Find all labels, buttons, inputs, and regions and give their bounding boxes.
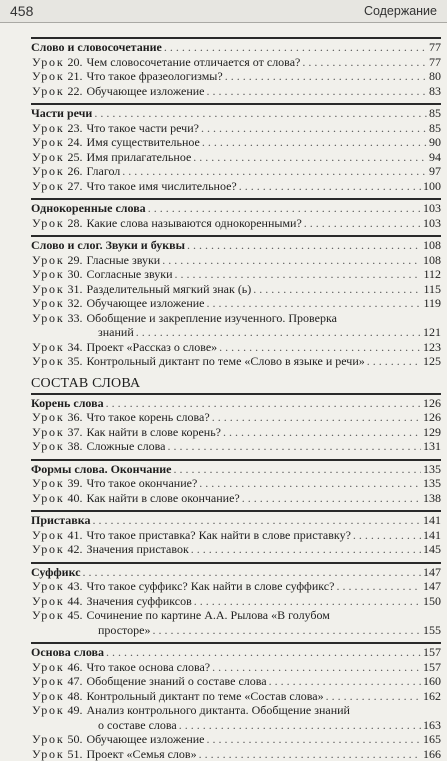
leader-dots <box>302 55 427 70</box>
lesson-prefix: Урок <box>32 703 64 718</box>
lesson-prefix: Урок <box>32 340 64 355</box>
lesson-number: 41. <box>67 528 82 543</box>
lesson-prefix: Урок <box>32 491 64 506</box>
lesson-prefix: Урок <box>32 69 64 84</box>
section-title-row <box>31 462 441 477</box>
lesson-prefix: Урок <box>32 594 64 609</box>
lesson-prefix: Урок <box>32 476 64 491</box>
leader-dots <box>179 718 421 733</box>
lesson-title: Имя прилагательное <box>86 150 191 165</box>
lesson-number: 20. <box>67 55 82 70</box>
lesson-page: 85 <box>429 121 441 136</box>
lesson-number: 40. <box>67 491 82 506</box>
lesson-number: 29. <box>67 253 82 268</box>
leader-dots <box>367 354 421 369</box>
lesson-page: 165 <box>423 732 441 747</box>
lesson-prefix: Урок <box>32 439 64 454</box>
lesson-number: 44. <box>67 594 82 609</box>
leader-dots <box>207 732 422 747</box>
lesson-title: Разделительный мягкий знак (ь) <box>86 282 251 297</box>
leader-dots <box>207 84 428 99</box>
section-title: Суффикс <box>31 565 81 580</box>
lesson-page: 147 <box>423 579 441 594</box>
toc-section <box>31 235 441 369</box>
leader-dots <box>83 565 421 580</box>
leader-dots <box>106 645 421 660</box>
lesson-page: 125 <box>423 354 441 369</box>
leader-dots <box>148 201 421 216</box>
leader-dots <box>225 69 427 84</box>
lesson-page: 83 <box>429 84 441 99</box>
lesson-number: 45. <box>67 608 82 623</box>
lesson-prefix: Урок <box>32 296 64 311</box>
leader-dots <box>164 40 427 55</box>
lesson-title-continued: знаний <box>98 325 134 340</box>
leader-dots <box>174 462 421 477</box>
leader-dots <box>199 476 421 491</box>
lesson-number: 30. <box>67 267 82 282</box>
lesson-number: 43. <box>67 579 82 594</box>
lesson-prefix: Урок <box>32 579 64 594</box>
section-title: Слово и словосочетание <box>31 40 162 55</box>
lesson-page: 119 <box>423 296 441 311</box>
section-title-row <box>31 396 441 411</box>
section-page: 103 <box>423 201 441 216</box>
leader-dots <box>194 594 421 609</box>
part-heading: СОСТАВ СЛОВА <box>31 375 441 392</box>
leader-dots <box>239 179 421 194</box>
lesson-prefix: Урок <box>32 164 64 179</box>
lesson-page: 129 <box>423 425 441 440</box>
leader-dots <box>199 747 421 761</box>
section-title-row <box>31 513 441 528</box>
lesson-row <box>31 747 441 761</box>
lesson-page: 100 <box>423 179 441 194</box>
toc-section <box>31 642 441 761</box>
leader-dots <box>207 296 422 311</box>
leader-dots <box>167 439 421 454</box>
leader-dots <box>242 491 421 506</box>
leader-dots <box>212 410 421 425</box>
lesson-row <box>31 594 441 609</box>
lesson-row <box>31 311 441 326</box>
lesson-row <box>31 84 441 99</box>
lesson-row <box>31 674 441 689</box>
lesson-row <box>31 55 441 70</box>
lesson-prefix: Урок <box>32 84 64 99</box>
lesson-title: Как найти в слове корень? <box>86 425 221 440</box>
lesson-title: Что такое окончание? <box>86 476 197 491</box>
lesson-title: Как найти в слове окончание? <box>86 491 239 506</box>
leader-dots <box>94 106 427 121</box>
lesson-row <box>31 660 441 675</box>
lesson-number: 50. <box>67 732 82 747</box>
lesson-title: Имя существительное <box>86 135 199 150</box>
toc-section <box>31 37 441 98</box>
section-title-row <box>31 201 441 216</box>
lesson-title: Контрольный диктант по теме «Слово в языке и речи» <box>86 354 364 369</box>
lesson-number: 48. <box>67 689 82 704</box>
lesson-number: 36. <box>67 410 82 425</box>
lesson-number: 33. <box>67 311 82 326</box>
lesson-number: 42. <box>67 542 82 557</box>
lesson-title: Обучающее изложение <box>86 296 204 311</box>
lesson-prefix: Урок <box>32 410 64 425</box>
section-page: 147 <box>423 565 441 580</box>
lesson-title-continued: просторе» <box>98 623 150 638</box>
leader-dots <box>187 238 421 253</box>
lesson-row <box>31 267 441 282</box>
lesson-page: 157 <box>423 660 441 675</box>
lesson-title: Чем словосочетание отличается от слова? <box>86 55 300 70</box>
lesson-row <box>31 528 441 543</box>
leader-dots <box>219 340 421 355</box>
lesson-prefix: Урок <box>32 282 64 297</box>
toc-section <box>31 103 441 193</box>
section-title-row <box>31 565 441 580</box>
lesson-page: 131 <box>423 439 441 454</box>
lesson-page: 155 <box>423 623 441 638</box>
lesson-number: 27. <box>67 179 82 194</box>
lesson-row <box>31 150 441 165</box>
section-title: Основа слова <box>31 645 104 660</box>
lesson-prefix: Урок <box>32 542 64 557</box>
section-page: 135 <box>423 462 441 477</box>
lesson-number: 49. <box>67 703 82 718</box>
section-page: 108 <box>423 238 441 253</box>
lesson-row <box>31 354 441 369</box>
lesson-title: Анализ контрольного диктанта. Обобщение знаний <box>86 703 349 718</box>
lesson-title: Что такое корень слова? <box>86 410 209 425</box>
lesson-page: 138 <box>423 491 441 506</box>
lesson-prefix: Урок <box>32 150 64 165</box>
leader-dots <box>106 396 421 411</box>
lesson-page: 141 <box>423 528 441 543</box>
lesson-number: 37. <box>67 425 82 440</box>
leader-dots <box>223 425 421 440</box>
lesson-page: 94 <box>429 150 441 165</box>
lesson-row-continued <box>31 718 441 733</box>
leader-dots <box>152 623 421 638</box>
lesson-page: 77 <box>429 55 441 70</box>
lesson-title: Значения приставок <box>86 542 188 557</box>
lesson-number: 34. <box>67 340 82 355</box>
lesson-number: 46. <box>67 660 82 675</box>
lesson-prefix: Урок <box>32 689 64 704</box>
section-title: Однокоренные слова <box>31 201 146 216</box>
lesson-row <box>31 135 441 150</box>
leader-dots <box>326 689 421 704</box>
section-page: 85 <box>429 106 441 121</box>
lesson-title: Что такое суффикс? Как найти в слове суффикс? <box>86 579 334 594</box>
section-page: 77 <box>429 40 441 55</box>
section-title: Приставка <box>31 513 91 528</box>
section-page: 157 <box>423 645 441 660</box>
lesson-page: 123 <box>423 340 441 355</box>
lesson-row-continued <box>31 325 441 340</box>
lesson-prefix: Урок <box>32 121 64 136</box>
leader-dots <box>201 121 427 136</box>
lesson-number: 23. <box>67 121 82 136</box>
lesson-row <box>31 216 441 231</box>
lesson-title: Обучающее изложение <box>86 84 204 99</box>
toc-section <box>31 510 441 557</box>
section-title: Корень слова <box>31 396 104 411</box>
lesson-row <box>31 179 441 194</box>
toc-section <box>31 562 441 638</box>
lesson-prefix: Урок <box>32 179 64 194</box>
lesson-prefix: Урок <box>32 253 64 268</box>
lesson-title: Обучающее изложение <box>86 732 204 747</box>
page-header <box>0 0 447 23</box>
lesson-row <box>31 491 441 506</box>
section-title-row <box>31 238 441 253</box>
lesson-row-continued <box>31 623 441 638</box>
lesson-number: 25. <box>67 150 82 165</box>
section-title-row <box>31 40 441 55</box>
lesson-number: 24. <box>67 135 82 150</box>
lesson-title: Что такое фразеологизмы? <box>86 69 222 84</box>
page-number: 458 <box>10 3 33 19</box>
leader-dots <box>93 513 421 528</box>
lesson-title: Контрольный диктант по теме «Состав слова» <box>86 689 323 704</box>
lesson-page: 135 <box>423 476 441 491</box>
lesson-row <box>31 296 441 311</box>
lesson-number: 39. <box>67 476 82 491</box>
leader-dots <box>162 253 421 268</box>
leader-dots <box>193 150 427 165</box>
lesson-page: 80 <box>429 69 441 84</box>
lesson-title: Обобщение и закрепление изученного. Проверка <box>86 311 336 326</box>
section-title: Формы слова. Окончание <box>31 462 172 477</box>
lesson-page: 90 <box>429 135 441 150</box>
leader-dots <box>212 660 421 675</box>
lesson-title: Значения суффиксов <box>86 594 191 609</box>
lesson-title: Обобщение знаний о составе слова <box>86 674 266 689</box>
leader-dots <box>202 135 427 150</box>
leader-dots <box>136 325 421 340</box>
table-of-contents <box>31 37 441 761</box>
lesson-prefix: Урок <box>32 747 64 761</box>
lesson-number: 26. <box>67 164 82 179</box>
lesson-row <box>31 282 441 297</box>
lesson-number: 32. <box>67 296 82 311</box>
lesson-prefix: Урок <box>32 311 64 326</box>
lesson-page: 97 <box>429 164 441 179</box>
leader-dots <box>353 528 421 543</box>
lesson-row <box>31 253 441 268</box>
section-page: 141 <box>423 513 441 528</box>
lesson-number: 22. <box>67 84 82 99</box>
lesson-row <box>31 340 441 355</box>
lesson-title: Что такое части речи? <box>86 121 198 136</box>
lesson-number: 31. <box>67 282 82 297</box>
lesson-page: 145 <box>423 542 441 557</box>
running-title: Содержание <box>364 4 437 18</box>
lesson-row <box>31 410 441 425</box>
lesson-row <box>31 164 441 179</box>
toc-section <box>31 198 441 230</box>
section-title-row <box>31 645 441 660</box>
lesson-title: Что такое основа слова? <box>86 660 210 675</box>
lesson-prefix: Урок <box>32 732 64 747</box>
lesson-number: 35. <box>67 354 82 369</box>
lesson-prefix: Урок <box>32 425 64 440</box>
lesson-row <box>31 703 441 718</box>
lesson-prefix: Урок <box>32 528 64 543</box>
lesson-row <box>31 439 441 454</box>
leader-dots <box>191 542 421 557</box>
lesson-prefix: Урок <box>32 674 64 689</box>
lesson-number: 38. <box>67 439 82 454</box>
lesson-prefix: Урок <box>32 608 64 623</box>
lesson-row <box>31 732 441 747</box>
lesson-prefix: Урок <box>32 216 64 231</box>
lesson-prefix: Урок <box>32 267 64 282</box>
lesson-prefix: Урок <box>32 354 64 369</box>
leader-dots <box>175 267 422 282</box>
lesson-row <box>31 689 441 704</box>
lesson-row <box>31 476 441 491</box>
lesson-page: 103 <box>423 216 441 231</box>
lesson-page: 121 <box>423 325 441 340</box>
section-title-row <box>31 106 441 121</box>
lesson-title: Гласные звуки <box>86 253 160 268</box>
section-title: Части речи <box>31 106 92 121</box>
leader-dots <box>336 579 421 594</box>
lesson-page: 112 <box>423 267 441 282</box>
lesson-page: 163 <box>423 718 441 733</box>
lesson-page: 126 <box>423 410 441 425</box>
lesson-title: Глагол <box>86 164 120 179</box>
lesson-prefix: Урок <box>32 660 64 675</box>
lesson-title: Что такое приставка? Как найти в слове приставку? <box>86 528 350 543</box>
toc-section <box>31 393 441 454</box>
lesson-title: Проект «Семья слов» <box>86 747 196 761</box>
lesson-prefix: Урок <box>32 55 64 70</box>
lesson-row <box>31 579 441 594</box>
toc-section <box>31 459 441 506</box>
lesson-page: 108 <box>423 253 441 268</box>
lesson-title: Что такое имя числительное? <box>86 179 236 194</box>
lesson-title: Проект «Рассказ о слове» <box>86 340 217 355</box>
section-title: Слово и слог. Звуки и буквы <box>31 238 185 253</box>
lesson-page: 160 <box>423 674 441 689</box>
lesson-page: 162 <box>423 689 441 704</box>
lesson-row <box>31 121 441 136</box>
leader-dots <box>122 164 427 179</box>
leader-dots <box>253 282 421 297</box>
lesson-number: 28. <box>67 216 82 231</box>
lesson-number: 51. <box>67 747 82 761</box>
lesson-title: Согласные звуки <box>86 267 172 282</box>
lesson-row <box>31 542 441 557</box>
section-page: 126 <box>423 396 441 411</box>
lesson-page: 115 <box>423 282 441 297</box>
lesson-page: 150 <box>423 594 441 609</box>
lesson-title: Сложные слова <box>86 439 165 454</box>
lesson-number: 21. <box>67 69 82 84</box>
lesson-title: Сочинение по картине А.А. Рылова «В голубом <box>86 608 329 623</box>
leader-dots <box>269 674 421 689</box>
leader-dots <box>304 216 421 231</box>
lesson-row <box>31 69 441 84</box>
lesson-row <box>31 608 441 623</box>
lesson-number: 47. <box>67 674 82 689</box>
lesson-row <box>31 425 441 440</box>
lesson-prefix: Урок <box>32 135 64 150</box>
lesson-title: Какие слова называются однокоренными? <box>86 216 301 231</box>
lesson-page: 166 <box>423 747 441 761</box>
lesson-title-continued: о составе слова <box>98 718 177 733</box>
